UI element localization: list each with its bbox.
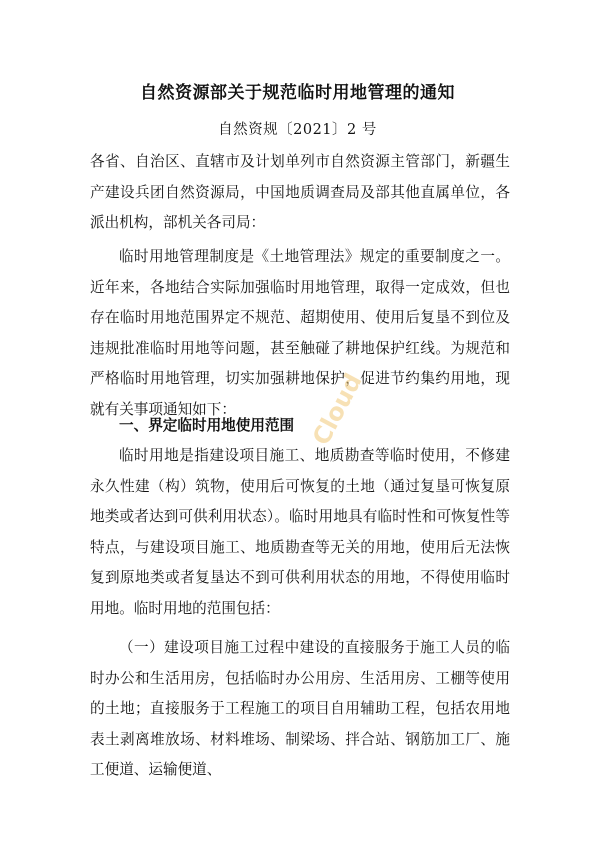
document-title: 自然资源部关于规范临时用地管理的通知	[140, 83, 455, 103]
addressee-paragraph: 各省、自治区、直辖市及计划单列市自然资源主管部门，新疆生产建设兵团自然资源局，中国地质调查局及部其他直属单位，各派出机构，部机关各司局：	[90, 153, 510, 231]
section-1-body: 临时用地是指建设项目施工、地质勘查等临时使用，不修建永久性建（构）筑物，使用后可恢复的土地（通过复垦可恢复原地类或者达到可供利用状态）。临时用地具有临时性和可恢复性等特点，与建设项目施工、地质勘查等无关的用地，使用后无法恢复到原地类或者复垦达不到可供利用状态的用地，不得使用临时用地。临时用地的范围包括：	[90, 447, 510, 617]
section-1-heading: 一、界定临时用地使用范围	[119, 417, 295, 434]
watermark-text: Cloud	[306, 368, 368, 450]
item-1-paragraph: （一）建设项目施工过程中建设的直接服务于施工人员的临时办公和生活用房，包括临时办公用房、生活用房、工棚等使用的土地；直接服务于工程施工的项目自用辅助工程，包括农用地表土剥离堆放场、材料堆场、制梁场、拌合站、钢筋加工厂、施工便道、运输便道、	[90, 639, 510, 778]
intro-paragraph: 临时用地管理制度是《土地管理法》规定的重要制度之一。近年来，各地结合实际加强临时用地管理，取得一定成效，但也存在临时用地范围界定不规范、超期使用、使用后复垦不到位及违规批准临时用地等问题，甚至触碰了耕地保护红线。为规范和严格临时用地管理，切实加强耕地保护，促进节约集约用地，现就有关事项通知如下：	[90, 248, 510, 418]
document-number: 自然资规〔2021〕2 号	[218, 122, 377, 138]
